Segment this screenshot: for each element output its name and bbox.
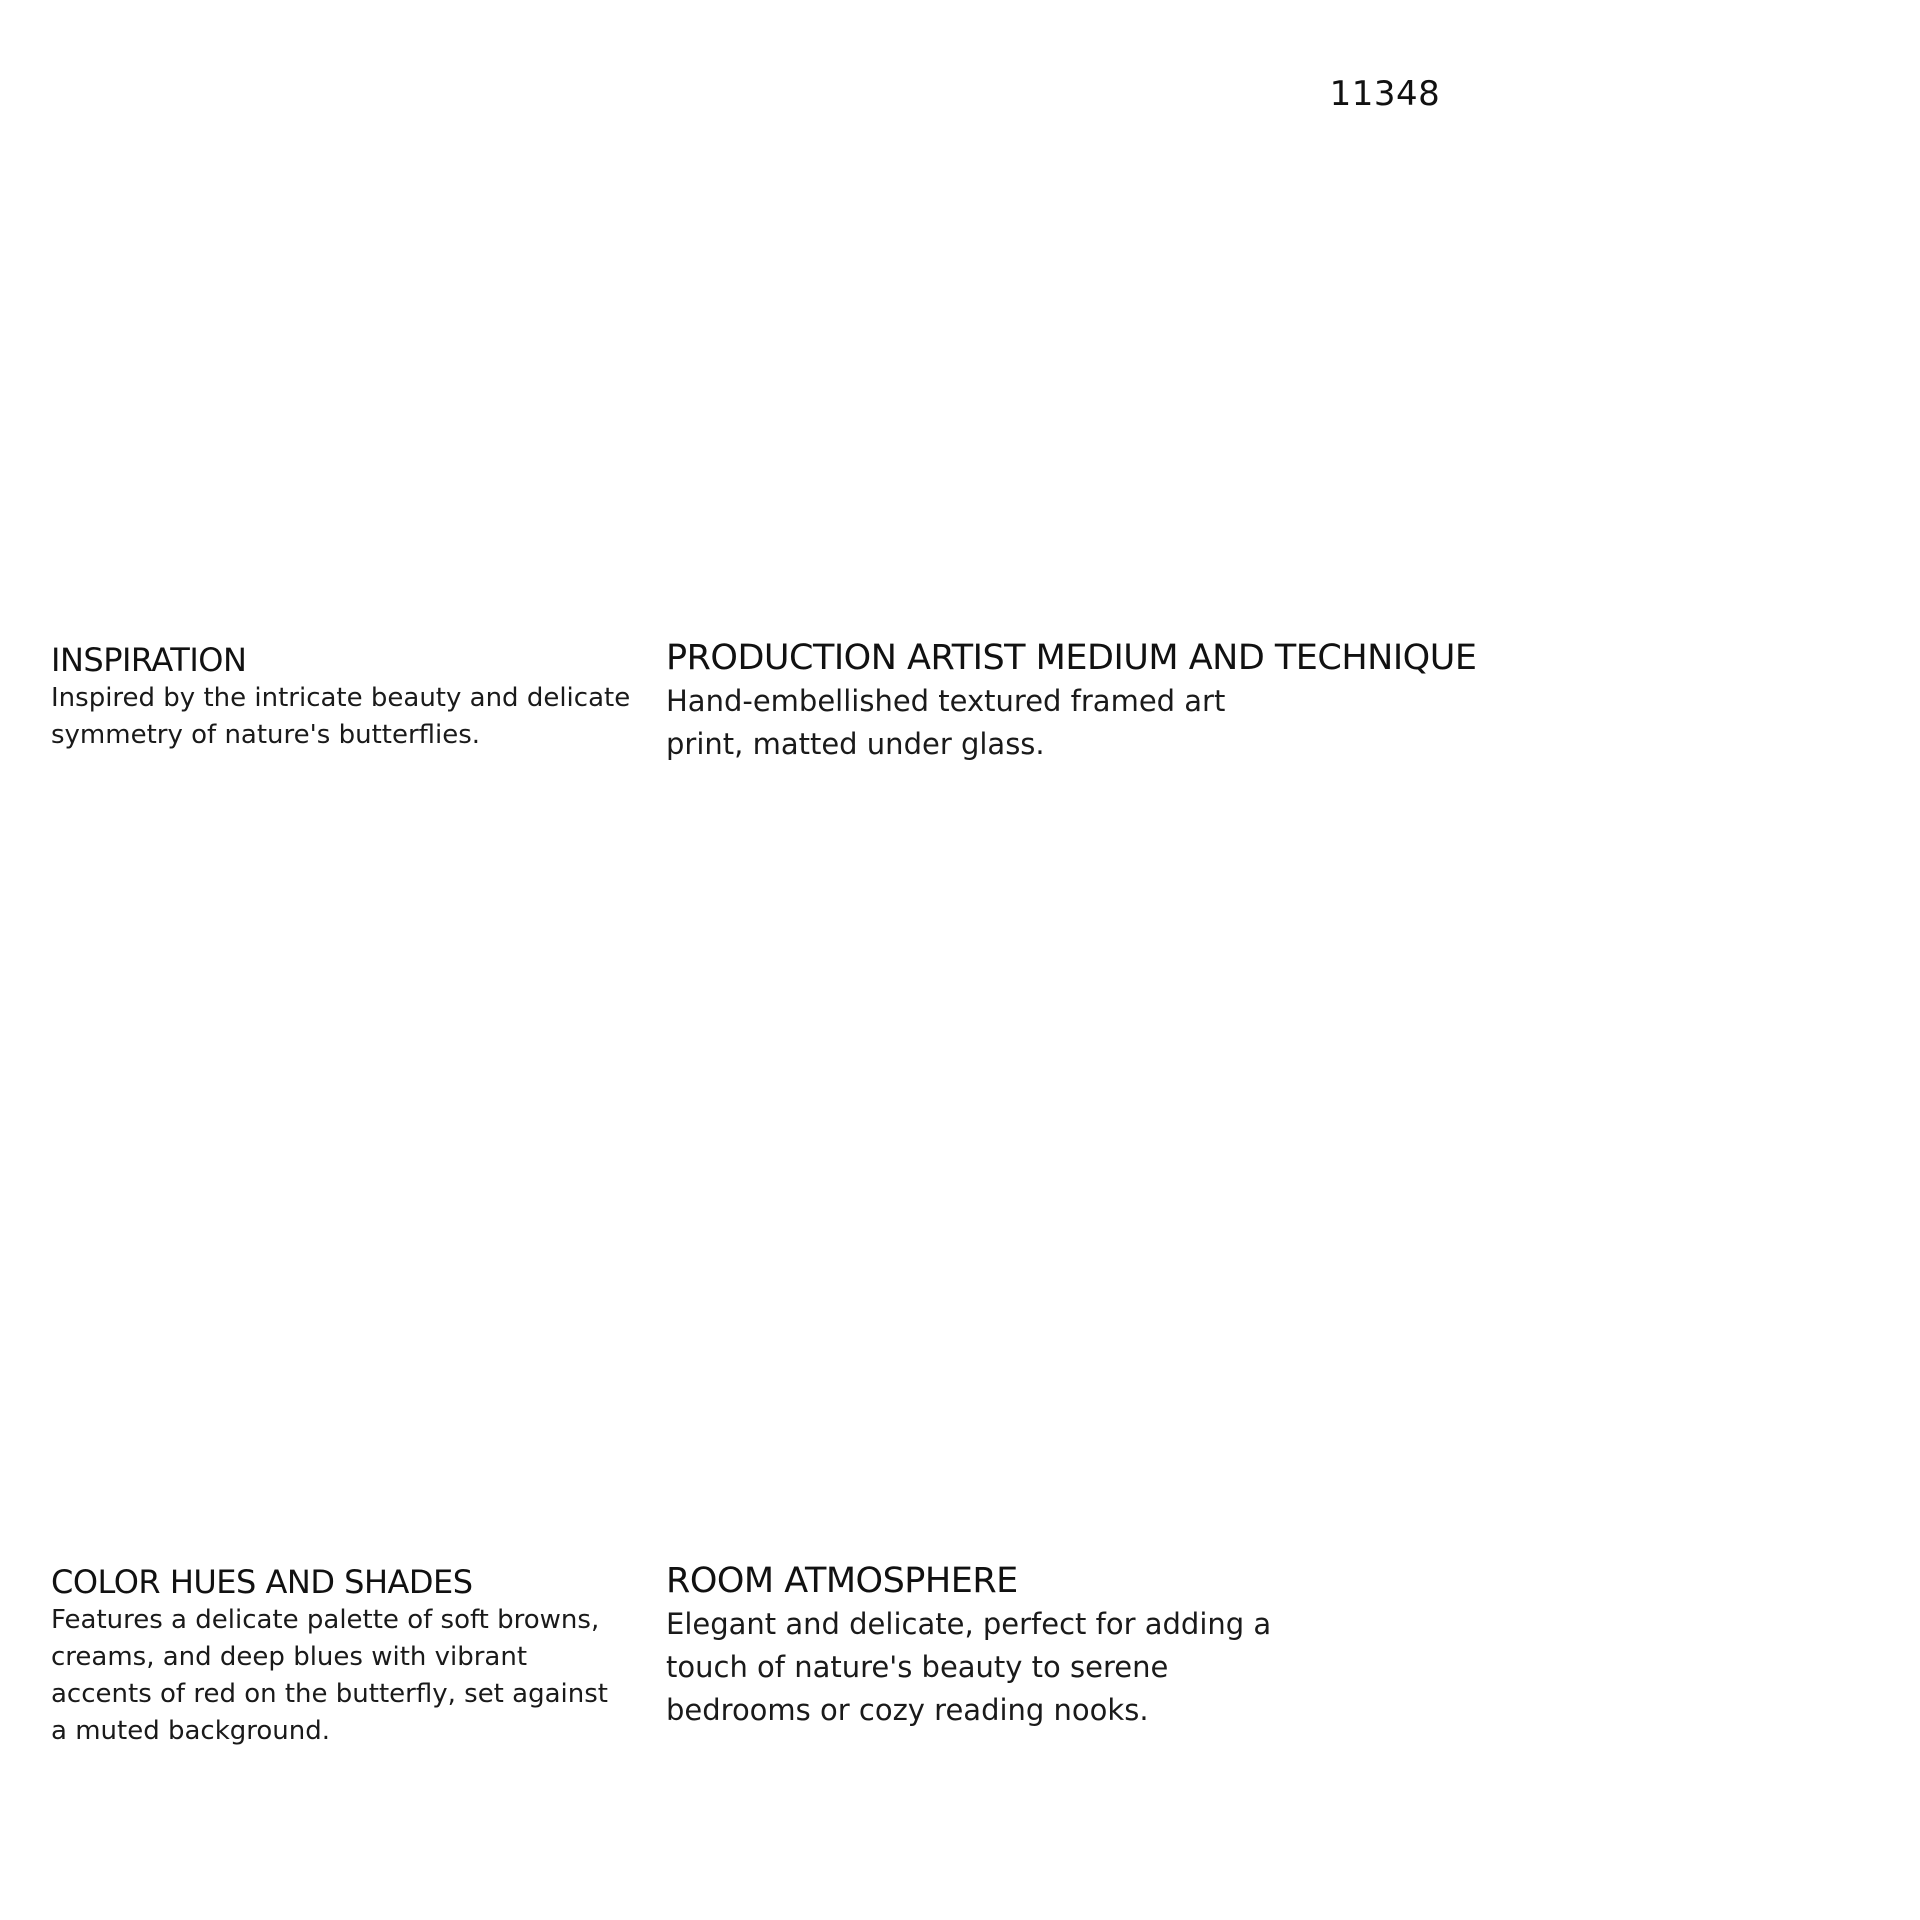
production-text: Hand-embellished textured framed art print, matted under glass. [666,684,1226,761]
room-section [666,1559,1286,1732]
color-heading: COLOR HUES AND SHADES [51,1563,473,1601]
production-heading: PRODUCTION ARTIST MEDIUM AND TECHNIQUE [666,638,1477,678]
inspiration-heading: INSPIRATION [51,641,247,679]
room-heading: ROOM ATMOSPHERE [666,1561,1018,1601]
inspiration-section [51,640,631,754]
production-section [666,636,1566,766]
color-text: Features a delicate palette of soft browns, creams, and deep blues with vibrant accents of red on the butterfly, set against a muted background. [51,1605,608,1746]
inspiration-text: Inspired by the intricate beauty and delicate symmetry of nature's butterflies. [51,683,631,750]
room-text: Elegant and delicate, perfect for adding a touch of nature's beauty to serene bedrooms or cozy reading nooks. [666,1607,1272,1727]
color-section [51,1562,631,1750]
product-code: 11348 [1329,74,1441,114]
